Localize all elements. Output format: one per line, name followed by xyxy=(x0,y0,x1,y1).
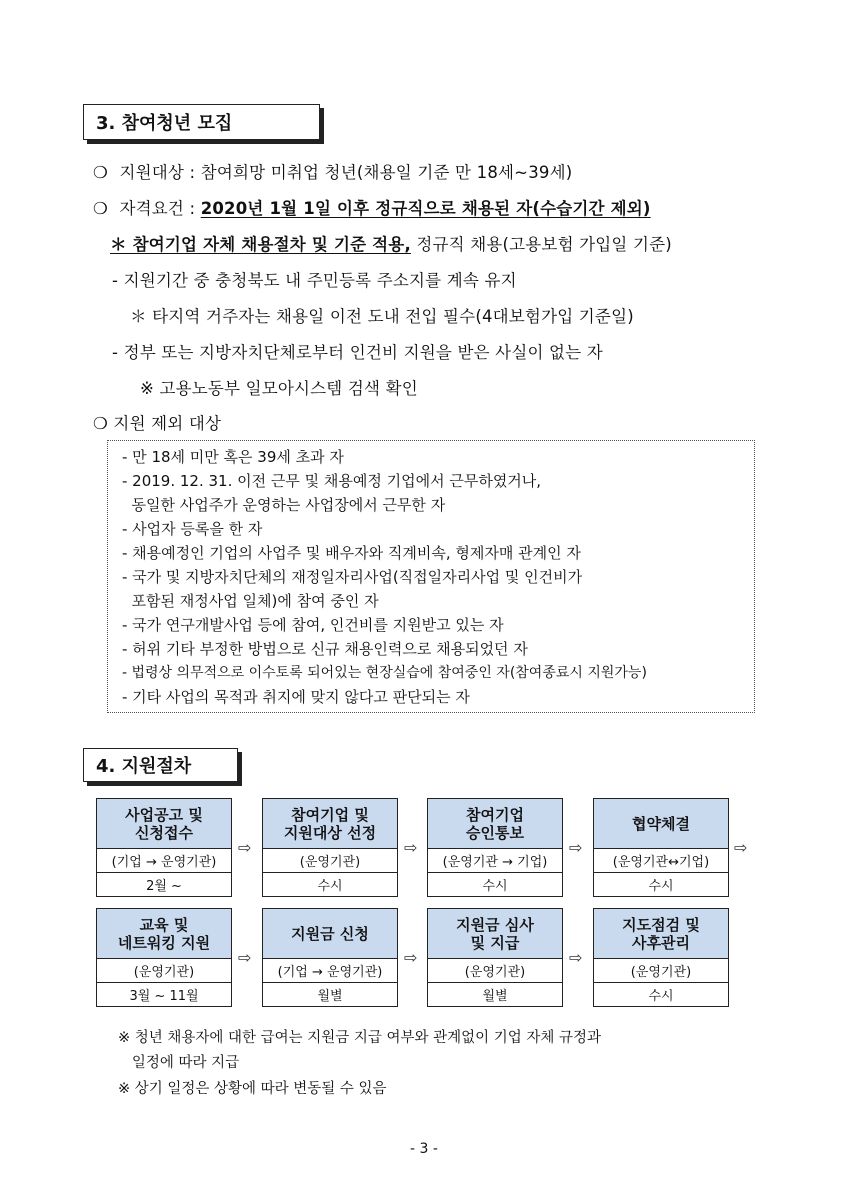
arrow-icon: ⇨ xyxy=(238,948,252,967)
process-step: 지원금 심사 및 지급 (운영기관) 월별 xyxy=(427,908,563,1007)
exclusion-item: - 채용예정인 기업의 사업주 및 배우자와 직계비속, 형제자매 관계인 자 xyxy=(122,544,581,562)
arrow-icon: ⇨ xyxy=(734,838,748,857)
section4-title xyxy=(83,748,238,782)
exclusion-item: - 2019. 12. 31. 이전 근무 및 채용예정 기업에서 근무하였거나, xyxy=(122,472,542,490)
note-line: 일정에 따라 지급 xyxy=(118,1055,240,1071)
process-step: 참여기업 및 지원대상 선정 (운영기관) 수시 xyxy=(262,798,398,897)
arrow-icon: ⇨ xyxy=(569,838,583,857)
exclusion-item: - 기타 사업의 목적과 취지에 맞지 않다고 판단되는 자 xyxy=(122,688,470,706)
exclusion-item: - 만 18세 미만 혹은 39세 초과 자 xyxy=(122,448,344,466)
process-step: 참여기업 승인통보 (운영기관 → 기업) 수시 xyxy=(427,798,563,897)
exclusion-item: - 국가 연구개발사업 등에 참여, 인건비를 지원받고 있는 자 xyxy=(122,616,504,634)
section3-title xyxy=(83,104,320,140)
exclusion-item: - 허위 기타 부정한 방법으로 신규 채용인력으로 채용되었던 자 xyxy=(122,640,528,658)
section4-title-text: 4. 지원절차 xyxy=(96,756,192,777)
requirement-sub2: - 지원기간 중 충청북도 내 주민등록 주소지를 계속 유지 xyxy=(112,271,517,290)
requirement-sub3: - 정부 또는 지방자치단체로부터 인건비 지원을 받은 사실이 없는 자 xyxy=(112,343,603,362)
note-line: ※ 상기 일정은 상황에 따라 변동될 수 있음 xyxy=(118,1081,387,1097)
exclusion-item: 포함된 재정사업 일체)에 참여 중인 자 xyxy=(122,592,379,610)
process-step: 협약체결 (운영기관↔기업) 수시 xyxy=(593,798,729,897)
exclusion-title: ❍ 지원 제외 대상 xyxy=(93,414,222,433)
note-line: ※ 청년 채용자에 대한 급여는 지원금 지급 여부와 관계없이 기업 자체 규정과 xyxy=(118,1030,602,1046)
requirement-sub1: ＊ 참여기업 자체 채용절차 및 기준 적용, 정규직 채용(고용보험 가입일 기준) xyxy=(110,235,672,254)
process-step: 지원금 신청 (기업 → 운영기관) 월별 xyxy=(262,908,398,1007)
process-step: 지도점검 및 사후관리 (운영기관) 수시 xyxy=(593,908,729,1007)
requirement-sub2-note: ＊ 타지역 거주자는 채용일 이전 도내 전입 필수(4대보험가입 기준일) xyxy=(130,307,634,326)
exclusion-item: - 사업자 등록을 한 자 xyxy=(122,520,263,538)
arrow-icon: ⇨ xyxy=(404,838,418,857)
exclusion-item: - 법령상 의무적으로 이수토록 되어있는 현장실습에 참여중인 자(참여종료시 지원가능) xyxy=(122,665,647,681)
requirement-sub3-note: ※ 고용노동부 일모아시스템 검색 확인 xyxy=(140,379,418,398)
eligibility-requirement: ❍ 자격요건 : 2020년 1월 1일 이후 정규직으로 채용된 자(수습기간 제외) xyxy=(93,199,651,218)
arrow-icon: ⇨ xyxy=(569,948,583,967)
process-step: 사업공고 및 신청접수 (기업 → 운영기관) 2월 ~ xyxy=(96,798,232,897)
exclusion-box xyxy=(107,440,755,713)
exclusion-item: - 국가 및 지방자치단체의 재정일자리사업(직접일자리사업 및 인건비가 xyxy=(122,568,583,586)
exclusion-item: 동일한 사업주가 운영하는 사업장에서 근무한 자 xyxy=(122,496,446,514)
page-number: - 3 - xyxy=(410,1141,438,1157)
section3-title-text: 3. 참여청년 모집 xyxy=(96,113,233,134)
arrow-icon: ⇨ xyxy=(404,948,418,967)
process-step: 교육 및 네트워킹 지원 (운영기관) 3월 ~ 11월 xyxy=(96,908,232,1007)
eligibility-target: ❍ 지원대상 : 참여희망 미취업 청년(채용일 기준 만 18세~39세) xyxy=(93,163,573,182)
arrow-icon: ⇨ xyxy=(238,838,252,857)
